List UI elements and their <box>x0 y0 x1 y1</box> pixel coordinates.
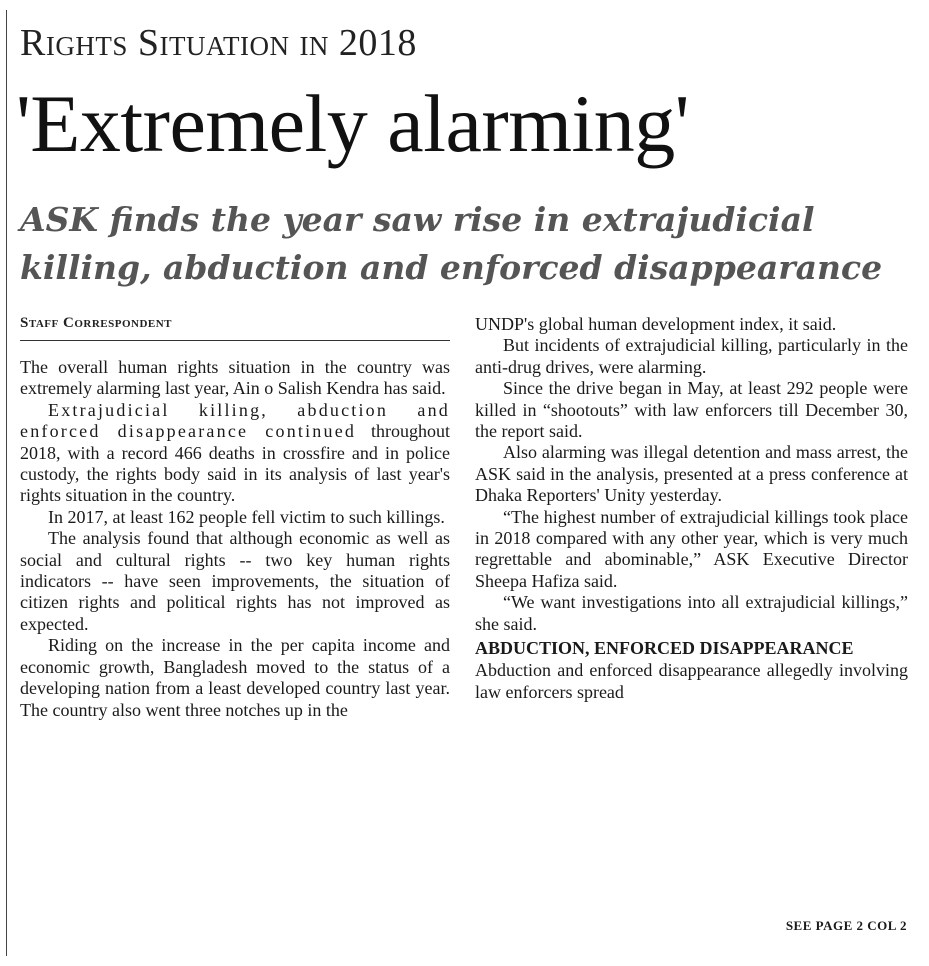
left-column <box>20 357 450 721</box>
paragraph <box>20 400 450 507</box>
headline: 'Extremely alarming' <box>16 78 690 169</box>
subheading: ABDUCTION, ENFORCED DISAPPEARANCE <box>475 638 854 659</box>
right-column <box>475 314 908 703</box>
paragraph-rest: throughout 2018, with a record 466 deaths in crossfire and in police custody, the rights body said in its analysis of last year's rights situation in the country. <box>20 421 450 506</box>
paragraph: Since the drive began in May, at least 292 people were killed in “shootouts” with law enforcers till December 30, the report said. <box>475 378 908 442</box>
paragraph: Also alarming was illegal detention and mass arrest, the ASK said in the analysis, presented at a press conference at Dhaka Reporters' Unity yesterday. <box>475 442 908 506</box>
paragraph: “We want investigations into all extrajudicial killings,” she said. <box>475 592 908 634</box>
deck-line-1: ASK finds the year saw rise in extrajudicial <box>20 200 815 239</box>
paragraph-spaced-lines: Extrajudicial killing, abduction and enforced disappearance continued <box>20 399 450 442</box>
paragraph: The overall human rights situation in the country was extremely alarming last year, Ain o Salish Kendra has said. <box>20 357 450 399</box>
paragraph: “The highest number of extrajudicial killings took place in 2018 compared with any other year, which is very much regrettable and abominable,” ASK Executive Director Sheepa Hafiza said. <box>475 506 908 591</box>
paragraph: But incidents of extrajudicial killing, particularly in the anti-drug drives, were alarming. <box>475 335 908 377</box>
left-column-rule <box>6 10 7 956</box>
deck-line-2: killing, abduction and enforced disappearance <box>20 248 883 287</box>
deck <box>20 196 915 292</box>
paragraph: The analysis found that although economic as well as social and cultural rights -- two key human rights indicators -- have seen improvements, the situation of citizen rights and political rights has not improved as expected. <box>20 528 450 634</box>
paragraph: Riding on the increase in the per capita income and economic growth, Bangladesh moved to the status of a developing nation from a least developed country last year. The country also went three notches up in the <box>20 635 450 720</box>
byline-rule <box>20 340 450 341</box>
paragraph: UNDP's global human development index, it said. <box>475 314 837 334</box>
jump-line: SEE PAGE 2 COL 2 <box>785 918 907 933</box>
paragraph: In 2017, at least 162 people fell victim to such killings. <box>48 506 445 527</box>
section-kicker: Rights Situation in 2018 <box>20 22 417 64</box>
paragraph: Abduction and enforced disappearance allegedly involving law enforcers spread <box>475 660 908 702</box>
byline: Staff Correspondent <box>20 315 173 331</box>
